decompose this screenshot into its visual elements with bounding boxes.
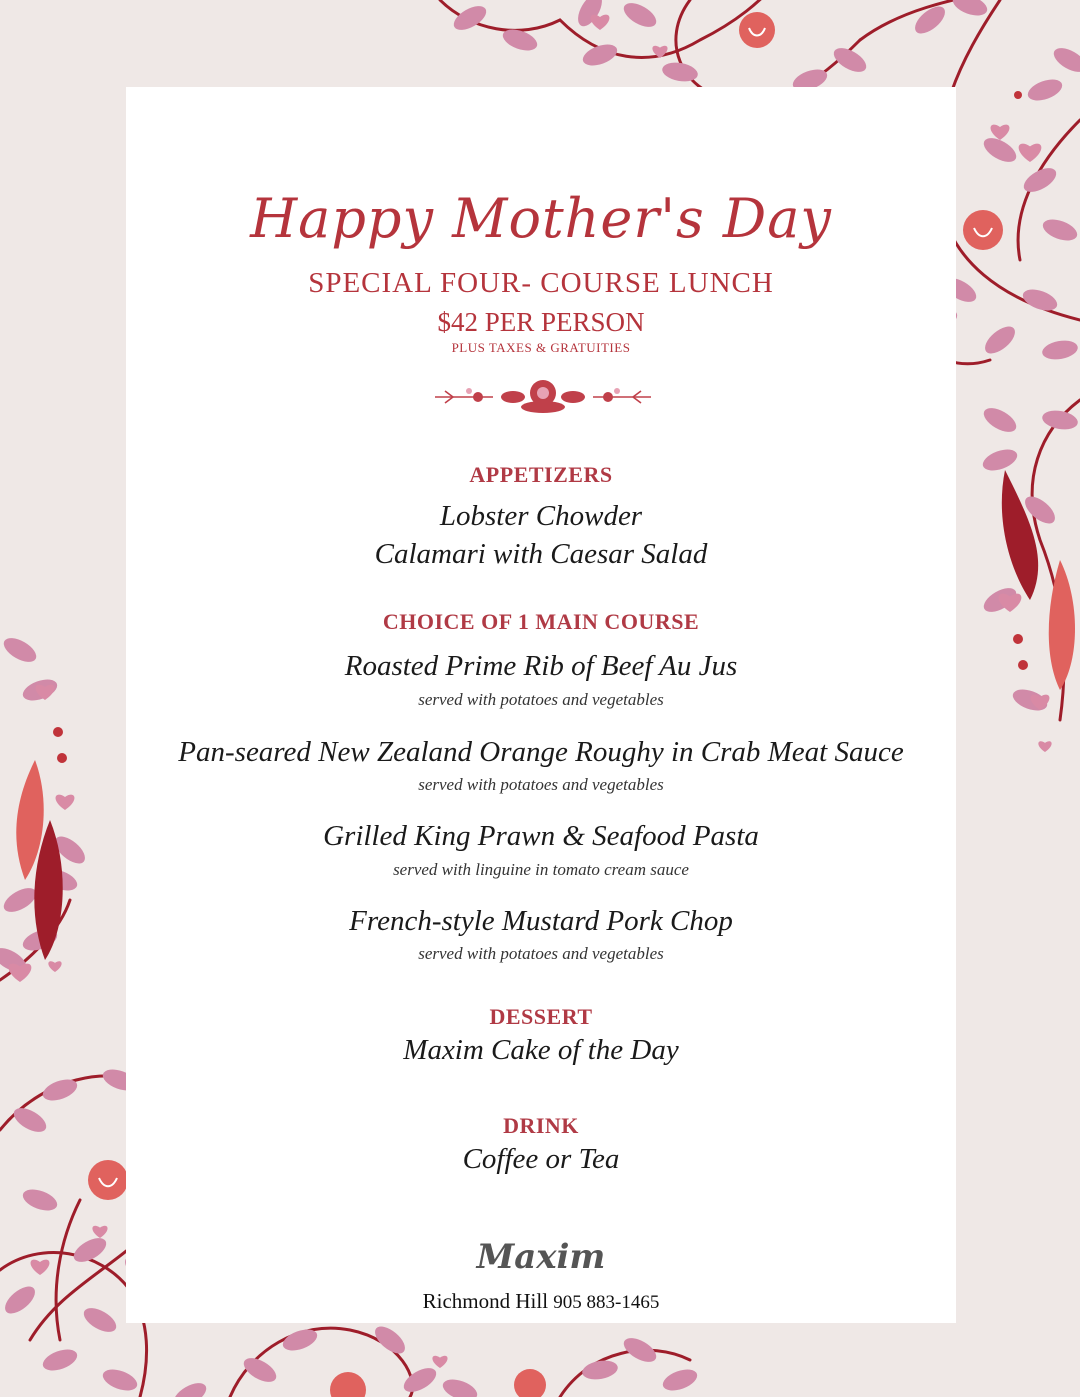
heart-ornament xyxy=(31,1260,50,1275)
leaf-ornament xyxy=(100,1365,140,1394)
leaf-ornament xyxy=(980,322,1019,359)
heart-ornament xyxy=(48,961,61,972)
leaf-ornament xyxy=(440,1375,480,1397)
leaf-ornament xyxy=(950,0,990,20)
heart-ornament xyxy=(432,1356,447,1368)
menu-item: French-style Mustard Pork Chop xyxy=(349,905,733,937)
menu-item: Maxim Cake of the Day xyxy=(403,1034,679,1066)
leaf-ornament xyxy=(10,1103,50,1137)
leaf-ornament xyxy=(1041,338,1080,362)
leaf-ornament xyxy=(0,633,40,667)
section-heading-drink: DRINK xyxy=(503,1113,579,1138)
section-heading-main-course: CHOICE OF 1 MAIN COURSE xyxy=(382,609,700,634)
heart-ornament xyxy=(1019,144,1042,162)
leaf-ornament xyxy=(1050,43,1080,77)
leaf-ornament xyxy=(1020,285,1060,314)
heart-ornament xyxy=(56,795,75,810)
restaurant-logo: Maxim xyxy=(476,1237,606,1277)
leaf-ornament xyxy=(0,1282,39,1319)
menu-item: Coffee or Tea xyxy=(462,1143,620,1175)
leaf-ornament xyxy=(620,0,660,32)
menu-item-note: served with potatoes and vegetables xyxy=(418,690,664,709)
leaf-ornament xyxy=(1041,408,1080,432)
leaf-ornament xyxy=(980,445,1020,474)
menu-subtitle: SPECIAL FOUR- COURSE LUNCH xyxy=(308,267,774,299)
menu-item: Grilled King Prawn & Seafood Pasta xyxy=(323,820,759,852)
section-heading-appetizers: APPETIZERS xyxy=(469,462,613,487)
leaf-ornament xyxy=(20,1185,60,1214)
menu-title: Happy Mother's Day xyxy=(250,187,832,250)
leaf-ornament xyxy=(70,1233,110,1267)
menu-price-note: PLUS TAXES & GRATUITIES xyxy=(451,340,631,355)
leaf-ornament xyxy=(0,883,40,917)
leaf-ornament xyxy=(660,1365,700,1394)
leaf-ornament xyxy=(1040,215,1080,244)
restaurant-contact xyxy=(126,1289,956,1314)
menu-item: Roasted Prime Rib of Beef Au Jus xyxy=(344,650,738,682)
leaf-ornament xyxy=(1025,75,1065,104)
menu-item: Lobster Chowder xyxy=(439,500,643,532)
section-heading-dessert: DESSERT xyxy=(489,1004,593,1029)
leaf-ornament xyxy=(450,1,490,35)
heart-ornament xyxy=(991,125,1010,140)
heart-ornament xyxy=(1038,741,1051,752)
heart-ornament xyxy=(591,15,610,30)
leaf-ornament xyxy=(40,1345,80,1374)
menu-item-note: served with linguine in tomato cream sauce xyxy=(393,860,689,879)
leaf-ornament xyxy=(980,403,1020,437)
leaf-ornament xyxy=(580,40,620,69)
leaf-ornament xyxy=(170,1378,210,1397)
menu-item: Calamari with Caesar Salad xyxy=(374,538,708,570)
menu-card xyxy=(126,87,956,1323)
leaf-ornament xyxy=(581,1358,620,1382)
menu-price: $42 PER PERSON xyxy=(437,307,645,337)
menu-item-note: served with potatoes and vegetables xyxy=(418,944,664,963)
menu-item: Pan-seared New Zealand Orange Roughy in Crab Meat Sauce xyxy=(178,736,904,768)
restaurant-location: Richmond Hill xyxy=(422,1289,549,1313)
leaf-ornament xyxy=(80,1303,120,1337)
restaurant-phone: 905 883-1465 xyxy=(553,1292,660,1313)
rose-divider-ornament xyxy=(433,377,653,417)
menu-item-note: served with potatoes and vegetables xyxy=(418,775,664,794)
heart-ornament xyxy=(92,1226,107,1238)
